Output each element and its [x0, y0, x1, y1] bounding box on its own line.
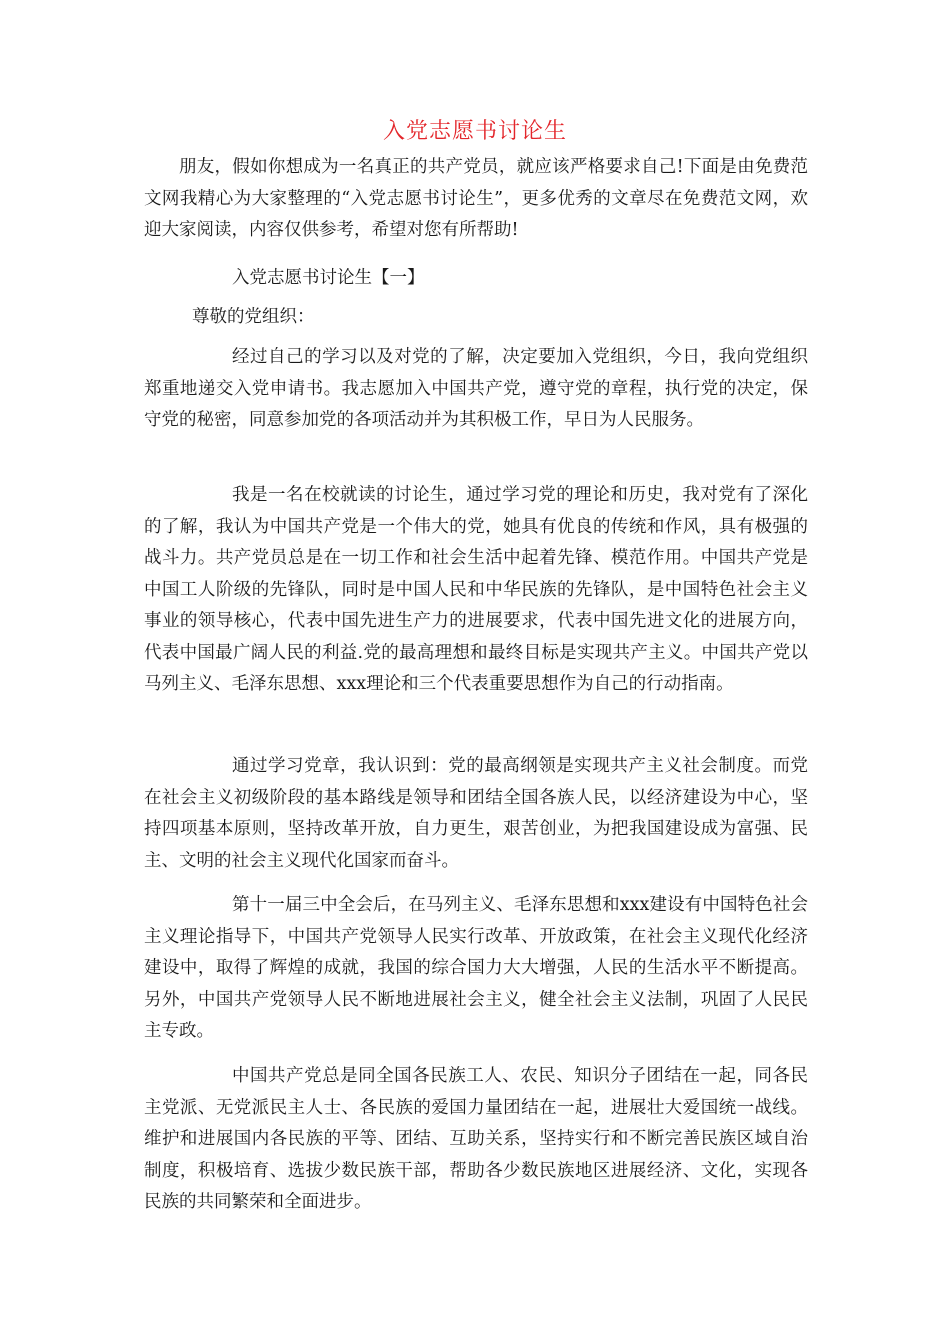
body-paragraph-1: 经过自己的学习以及对党的了解，决定要加入党组织，今日，我向党组织郑重地递交入党申请书。我志愿加入中国共产党，遵守党的章程，执行党的决定，保守党的秘密，同意参加党的各项活动并为其积极工作，早日为人民服务。	[144, 347, 808, 430]
intro-paragraph: 朋友，假如你想成为一名真正的共产党员，就应该严格要求自己!下面是由免费范文网我精心为大家整理的“入党志愿书讨论生”，更多优秀的文章尽在免费范文网，欢迎大家阅读，内容仅供参考，希望对您有所帮助!	[144, 157, 808, 240]
body-paragraph-5: 中国共产党总是同全国各民族工人、农民、知识分子团结在一起，同各民主党派、无党派民主人士、各民族的爱国力量团结在一起，进展壮大爱国统一战线。维护和进展国内各民族的平等、团结、互助关系，坚持实行和不断完善民族区域自治制度，积极培育、选拔少数民族干部，帮助各少数民族地区进展经济、文化，实现各民族的共同繁荣和全面进步。	[144, 1066, 808, 1212]
salutation: 尊敬的党组织：	[192, 307, 315, 327]
body-paragraph-4: 第十一届三中全会后，在马列主义、毛泽东思想和xxx建设有中国特色社会主义理论指导下，中国共产党领导人民实行改革、开放政策，在社会主义现代化经济建设中，取得了辉煌的成就，我国的综合国力大大增强，人民的生活水平不断提高。另外，中国共产党领导人民不断地进展社会主义，健全社会主义法制，巩固了人民民主专政。	[144, 895, 808, 1041]
body-paragraph-3: 通过学习党章，我认识到：党的最高纲领是实现共产主义社会制度。而党在社会主义初级阶段的基本路线是领导和团结全国各族人民，以经济建设为中心，坚持四项基本原则，坚持改革开放，自力更生，艰苦创业，为把我国建设成为富强、民主、文明的社会主义现代化国家而奋斗。	[144, 756, 808, 871]
body-paragraph-2: 我是一名在校就读的讨论生，通过学习党的理论和历史，我对党有了深化的了解，我认为中国共产党是一个伟大的党，她具有优良的传统和作风，具有极强的战斗力。共产党员总是在一切工作和社会生活中起着先锋、模范作用。中国共产党是中国工人阶级的先锋队，同时是中国人民和中华民族的先锋队，是中国特色社会主义事业的领导核心，代表中国先进生产力的进展要求，代表中国先进文化的进展方向，代表中国最广阔人民的利益.党的最高理想和最终目标是实现共产主义。中国共产党以马列主义、毛泽东思想、xxx理论和三个代表重要思想作为自己的行动指南。	[144, 485, 808, 694]
document-title: 入党志愿书讨论生	[382, 119, 567, 144]
section-heading: 入党志愿书讨论生【一】	[232, 268, 425, 288]
